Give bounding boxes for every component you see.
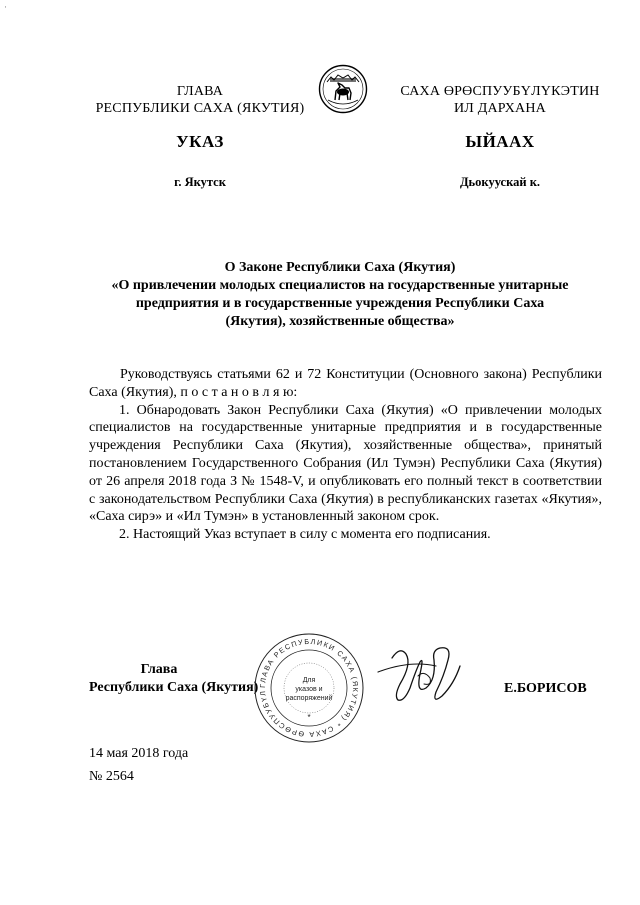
- handwritten-signature: [370, 640, 480, 712]
- title-line1: О Законе Республики Саха (Якутия): [224, 260, 456, 275]
- title-line2: «О привлечении молодых специалистов на государственные унитарные: [111, 278, 569, 293]
- signatory-title-line1: Глава: [140, 662, 178, 677]
- header-right: [380, 83, 620, 117]
- stamp-seal-icon: [253, 632, 365, 744]
- header-right-line2: ИЛ ДАРХАНА: [453, 101, 546, 116]
- signatory-title-line2: Республики Саха (Якутия): [89, 680, 259, 695]
- item-1-paragraph: 1. Обнародовать Закон Республики Саха (Якутия) «О привлечении молодых специалистов на государственные унитарные предприятия и в государственные учреждения Республики Саха (Якутия), хозяйственные общества», принятый постановлением Государственного Собрания (Ил Тумэн) Республики Саха (Якутия) от 26 апреля 2018 года З № 1548-V, и опубликовать его полный текст в соответствии с законодательством Республики Саха (Якутия) в республиканских газетах «Якутия», «Саха сирэ» и «Ил Тумэн» в установленный законом срок.: [89, 402, 602, 525]
- emblem-icon: [318, 64, 368, 114]
- header-left-line2: РЕСПУБЛИКИ САХА (ЯКУТИЯ): [95, 101, 305, 116]
- signatory-name: Е.БОРИСОВ: [504, 681, 587, 696]
- city-russian: г. Якутск: [174, 175, 226, 189]
- decree-body: [89, 366, 602, 544]
- title-line3: предприятия и в государственные учреждения Республики Саха: [135, 296, 545, 311]
- official-stamp: [253, 632, 365, 744]
- coat-of-arms-emblem: [318, 64, 368, 114]
- corner-mark: ·: [4, 2, 7, 12]
- intro-paragraph: Руководствуясь статьями 62 и 72 Конституции (Основного закона) Республики Саха (Якутия), п о с т а н о в л я ю:: [89, 367, 602, 400]
- title-line4: (Якутия), хозяйственные общества»: [225, 314, 455, 329]
- decree-title: [80, 259, 600, 331]
- stamp-center-line1: Для: [302, 677, 316, 684]
- doc-type-russian: УКАЗ: [176, 132, 224, 151]
- decree-date: 14 мая 2018 года: [89, 746, 189, 761]
- city-yakut: Дьокуускай к.: [459, 175, 541, 189]
- signature-scribble-icon: [370, 640, 480, 712]
- doc-type-yakut: ЫЙААХ: [465, 132, 535, 151]
- header-right-line1: САХА ӨРӨСПУУБҮЛҮКЭТИН: [400, 84, 600, 99]
- decree-number: № 2564: [89, 769, 134, 784]
- stamp-center-line2: указов и: [295, 686, 323, 693]
- header-left-line1: ГЛАВА: [176, 84, 224, 99]
- stamp-center-line3: распоряжений: [285, 695, 333, 702]
- stamp-ring-text: ГЛАВА РЕСПУБЛИКИ САХА (ЯКУТИЯ) * САХА ӨРӨСПУУБҮЛ: [257, 636, 361, 740]
- stamp-star-icon: *: [307, 713, 311, 722]
- header-left: [80, 83, 320, 117]
- item-2-paragraph: 2. Настоящий Указ вступает в силу с момента его подписания.: [119, 527, 491, 543]
